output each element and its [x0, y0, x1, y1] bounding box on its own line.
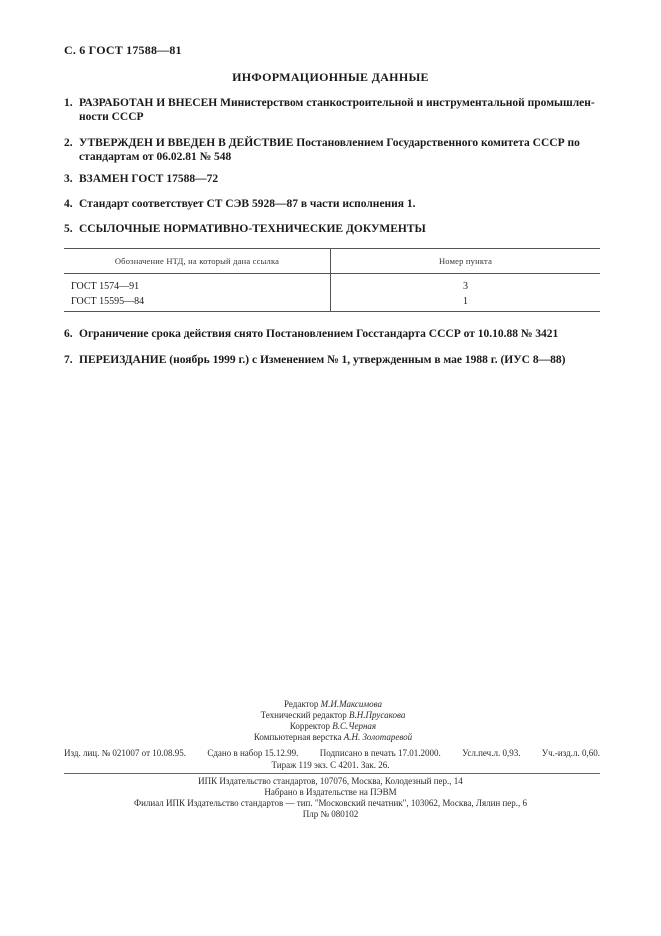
col-header-clause: Номер пункта	[331, 249, 601, 274]
divider	[64, 773, 600, 774]
item-text: ПЕРЕИЗДАНИЕ (ноябрь 1999 г.) с Изменением № 1, утвержденным в мае 1988 г. (ИУС 8—88)	[79, 354, 566, 366]
info-item-5	[64, 222, 604, 236]
item-text: Ограничение срока действия снято Постановлением Госстандарта СССР от 10.10.88 № 3421	[79, 328, 559, 340]
colophon-corrector: Корректор В.С.Черная	[289, 721, 377, 731]
item-lead: РАЗРАБОТАН И ВНЕСЕН	[79, 97, 218, 109]
cell-document: ГОСТ 1574—91	[64, 274, 331, 297]
uch-izd-l: Уч.-изд.л. 0,60.	[541, 748, 600, 758]
item-number: 3.	[64, 173, 73, 185]
item-lead: УТВЕРЖДЕН И ВВЕДЕН В ДЕЙСТВИЕ	[79, 137, 294, 149]
item-text: Постановлением Государственного комитета СССР по	[296, 137, 580, 149]
sent-to-typeset: Сдано в набор 15.12.99.	[207, 748, 299, 758]
col-header-document: Обозначение НТД, на который дана ссылка	[64, 249, 331, 274]
print-run: Тираж 119 экз. С 4201. Зак. 26.	[271, 760, 390, 770]
info-item-4	[64, 197, 604, 211]
item-number: 6.	[64, 328, 73, 340]
usl-pech-l: Усл.печ.л. 0,93.	[462, 748, 521, 758]
tech-editor-name: В.Н.Прусакова	[349, 710, 406, 720]
table-row	[64, 296, 600, 312]
cell-clause: 1	[331, 296, 601, 312]
item-text: ВЗАМЕН ГОСТ 17588—72	[79, 173, 219, 185]
info-item-3	[64, 172, 604, 186]
editor-name: М.И.Максимова	[320, 699, 382, 709]
info-item-6	[64, 327, 604, 341]
item-number: 7.	[64, 354, 73, 366]
imprint-line: Плр № 080102	[302, 809, 359, 819]
colophon-tech-editor: Технический редактор В.Н.Прусакова	[260, 710, 406, 720]
item-number: 5.	[64, 223, 73, 235]
page-header: С. 6 ГОСТ 17588—81	[64, 43, 182, 57]
info-item-7	[64, 353, 604, 367]
page-title: ИНФОРМАЦИОННЫЕ ДАННЫЕ	[232, 70, 429, 84]
item-text: ССЫЛОЧНЫЕ НОРМАТИВНО-ТЕХНИЧЕСКИЕ ДОКУМЕНТЫ	[79, 223, 426, 235]
publication-info	[64, 748, 600, 758]
info-item-1	[64, 96, 604, 124]
item-text: Министерством станкостроительной и инструментальной промышлен-	[220, 97, 595, 109]
item-number: 1.	[64, 97, 73, 109]
imprint-line: Набрано в Издательстве на ПЭВМ	[264, 787, 397, 797]
signed-to-print: Подписано в печать 17.01.2000.	[319, 748, 441, 758]
item-number: 2.	[64, 137, 73, 149]
colophon-editor: Редактор М.И.Максимова	[284, 699, 382, 709]
info-item-2	[64, 136, 604, 164]
item-text-cont: ности СССР	[79, 111, 144, 123]
corrector-name: В.С.Черная	[332, 721, 377, 731]
colophon-layout: Компьютерная верстка А.Н. Золотаревой	[253, 732, 413, 742]
cell-clause: 3	[463, 281, 468, 292]
item-text: Стандарт соответствует СТ СЭВ 5928—87 в части исполнения 1.	[79, 198, 416, 210]
cell-document: ГОСТ 15595—84	[64, 296, 331, 312]
item-number: 4.	[64, 198, 73, 210]
layout-name: А.Н. Золотаревой	[343, 732, 413, 742]
license: Изд. лиц. № 021007 от 10.08.95.	[64, 748, 186, 758]
imprint-line: ИПК Издательство стандартов, 107076, Москва, Колодезный пер., 14	[198, 776, 463, 786]
imprint-line: Филиал ИПК Издательство стандартов — тип. "Московский печатник", 103062, Москва, Лялин пер., 6	[133, 798, 528, 808]
references-table	[64, 248, 600, 312]
item-text-cont: стандартам от 06.02.81 № 548	[79, 151, 232, 163]
table-row	[64, 274, 600, 297]
